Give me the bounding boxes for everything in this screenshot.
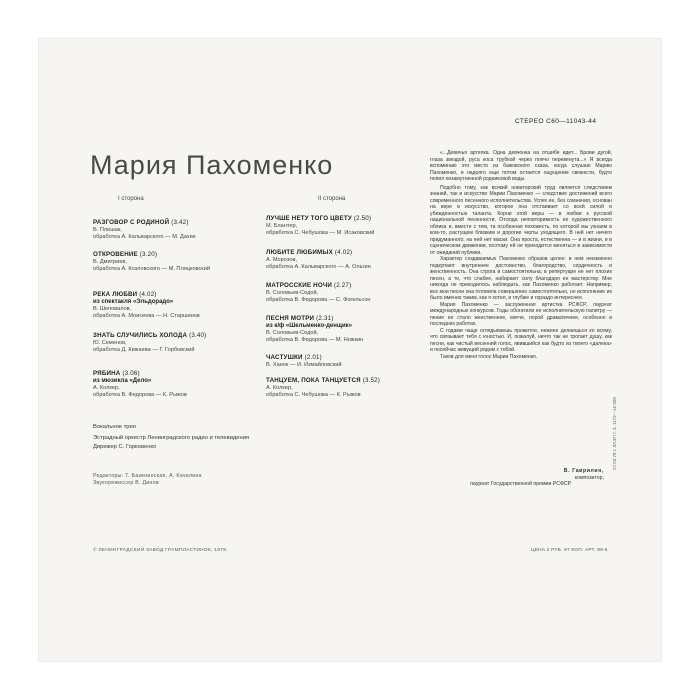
track-title: ЧАСТУШКИ (266, 354, 303, 361)
essay-paragraph: Подобно тому, как всякий новаторский труд является следствием знаний, так и искусство Марии Пахоменко — следствие достижений всего современного песенного исполнительства. Успех ее, без сомнения, основан на вере в искусство, которое она отстаивает со всей силой и убежденностью таланта. Корни этой веры — в любви к русской национальной песенности. Отсюда неповторимость ее художественного облика и, вместе с тем, та особенная похожесть, по которой мы узнаем в ком-то, растущем близким и дорогие черты уходящего. В ней нет ничего придуманного, на ней нет маски. Она проста, естественна — и в жизни, и в сценическом движении, поэтому ей не приходится меняться в зависимости от ожиданий публики. (430, 184, 612, 256)
track-title: ПЕСНЯ МОТРИ (266, 315, 315, 322)
track-side1-1 (93, 219, 293, 241)
track-credit: Ю. Семенов, (93, 340, 127, 346)
performer-trio: Вокальное трио (93, 424, 136, 430)
track-subtitle: из мюзикла «Дело» (93, 378, 152, 384)
side-2-label: II сторона (318, 196, 346, 202)
track-title: ЛЮБИТЕ ЛЮБИМЫХ (266, 249, 333, 256)
performer-orchestra: Эстрадный оркестр Ленинградского радио и телевидения (93, 435, 250, 441)
performer-conductor: Дирижер С. Горковенко (93, 444, 157, 450)
track-side2-6 (266, 377, 466, 399)
price-label: ЦЕНА 2 РУБ. 97 КОП. АРТ. 89-5 (531, 548, 608, 553)
side-1-label: I сторона (118, 196, 144, 202)
track-credit: А. Колкер, (266, 385, 293, 391)
sound-engineer-line: Звукорежиссер В. Динов (93, 480, 159, 486)
signature-award: лауреат Государственной премии РСФСР (470, 481, 572, 487)
track-duration: (3.20) (139, 251, 158, 258)
liner-notes (430, 150, 612, 360)
track-credit: А. Колкер, (93, 385, 120, 391)
track-side1-3 (93, 291, 293, 320)
track-duration: (4.02) (334, 249, 353, 256)
catalog-number: СТЕРЕО С60—11043-44 (515, 118, 597, 125)
essay-paragraph: «...Девичья артелка. Одна девчонка на отшибе идет... Брови дугой, глаза звездой, руса коса трубкой через плечо перевенута...» Я всегда вспоминаю это место из бажовского сказа, когда слушаю Марию Пахоменко, и надолго еще потом остается ощущение свежести, будто попил незамутненной родниковой воды. (430, 150, 612, 182)
track-credit: М. Блантер, (266, 223, 298, 229)
track-duration: (2.27) (333, 282, 352, 289)
track-duration: (3.42) (171, 219, 189, 226)
track-credit: обработка С. Чебушова — М. Исаковский (266, 230, 375, 236)
essay-paragraph: Мария Пахоменко — заслуженная артистка РСФСР, лауреат международных конкурсов. Годы обогатили ее исполнительскую палитру — пение ее стало женственнее, мягче, порой драматичнее, особенно в последних работах. (430, 301, 612, 327)
album-title: Мария Пахоменко (90, 150, 334, 180)
essay-paragraph: Таков для меня голос Марии Пахоменко. (440, 353, 538, 360)
track-title: РЕКА ЛЮБВИ (93, 291, 138, 298)
copyright-notice: © ЛЕНИНГРАДСКИЙ ЗАВОД ГРАМПЛАСТИНОК, 1978. (93, 548, 228, 553)
track-credit: В. Плешак, (93, 227, 122, 233)
track-credit: обработка С. Чебушова — К. Рыжов (266, 392, 361, 398)
track-subtitle: из к/ф «Шельменко-денщик» (266, 323, 352, 329)
track-title: РАЗГОВОР С РОДИНОЙ (93, 219, 170, 226)
essay-paragraph: Характер создаваемых Пахоменко образов целен: в нем неизменно подкупают внутреннее достоинство, благородство, сердечность и женственность. Она строга и самостоятельна; в репертуаре ее нет плохих песен, а те, что слабее, набирают силу благодаря ее мастерству. Мне никогда не приходилось наблюдать, как Пахоменко работает. Например, все мои песни она готовила совершенно самостоятельно, но исполнение их было именно таким, как я хотел, и глубже и гораздо интереснее. (430, 256, 612, 301)
track-duration: (2.01) (304, 354, 322, 361)
track-credit: обработка В. Федорова — М. Ножкин (266, 337, 364, 343)
signature-name: В. Гаврилин, (563, 468, 604, 474)
track-title: ЗНАТЬ СЛУЧИЛИСЬ ХОЛОДА (93, 332, 188, 339)
signature-block (450, 468, 610, 488)
track-credit: обработка Д. Кижаева — Г. Горбовский (93, 347, 195, 353)
track-credit: В. Шеповалов, (93, 306, 132, 312)
track-title: МАТРОССКИЕ НОЧИ (266, 282, 333, 289)
track-duration: (3.40) (189, 332, 207, 339)
track-credit: В. Соловьев-Седой, (266, 290, 319, 296)
track-duration: (2.31) (316, 315, 334, 322)
track-duration: (3.06) (122, 370, 140, 377)
track-credit: В. Соловьев-Седой, (266, 330, 319, 336)
signature-role: композитор, (574, 474, 604, 481)
track-duration: (3.52) (362, 377, 381, 384)
track-duration: (2.50) (353, 215, 372, 222)
print-code: 27.03.78 г. ЛАЭП т. 3. 1172—15 000 (612, 397, 617, 470)
track-credit: обработка В. Федорова — С. Фогельсон (266, 297, 371, 303)
track-credit: обработка А. Козловского — М. Пляцковский (93, 266, 210, 272)
track-credit: обработка А. Моисеева — Н. Старшинов (93, 313, 200, 319)
track-credit: В. Ханок — И. Измайловский (266, 362, 342, 368)
essay-paragraph: С годами чаще оглядываешь прожитое, нежнее делаешься ко всему, что связывает тебя с юностью. И, пожалуй, ничто так не трогает душу, как песни, как чистый весенний голос, явившийся как будто из твоего «далека» и посейчас живущий рядом с тобой. (430, 327, 612, 353)
track-credit: В. Дмитриев, (93, 259, 128, 265)
track-credit: А. Морозов, (266, 257, 297, 263)
track-side1-4 (93, 332, 293, 354)
track-credit: обработка А. Кальварского — М. Дахие (93, 234, 196, 240)
track-subtitle: из спектакля «Эльдорадо» (93, 299, 174, 305)
track-credit: обработка А. Кальварского — А. Ольгин (266, 264, 371, 270)
track-title: ТАНЦУЕМ, ПОКА ТАНЦУЕТСЯ (266, 377, 361, 384)
track-title: ЛУЧШЕ НЕТУ ТОГО ЦВЕТУ (266, 215, 352, 222)
track-side1-5 (93, 370, 293, 399)
track-duration: (4.02) (139, 291, 157, 298)
track-side1-2 (93, 251, 293, 273)
editors-line: Редакторы: Т. Базенинская, А. Качалина (93, 473, 202, 479)
track-title: РЯБИНА (93, 370, 121, 377)
track-credit: обработка В. Федорова — К. Рыжов (93, 392, 187, 398)
editors-credits (93, 473, 202, 487)
track-title: ОТКРОВЕНИЕ (93, 251, 138, 258)
